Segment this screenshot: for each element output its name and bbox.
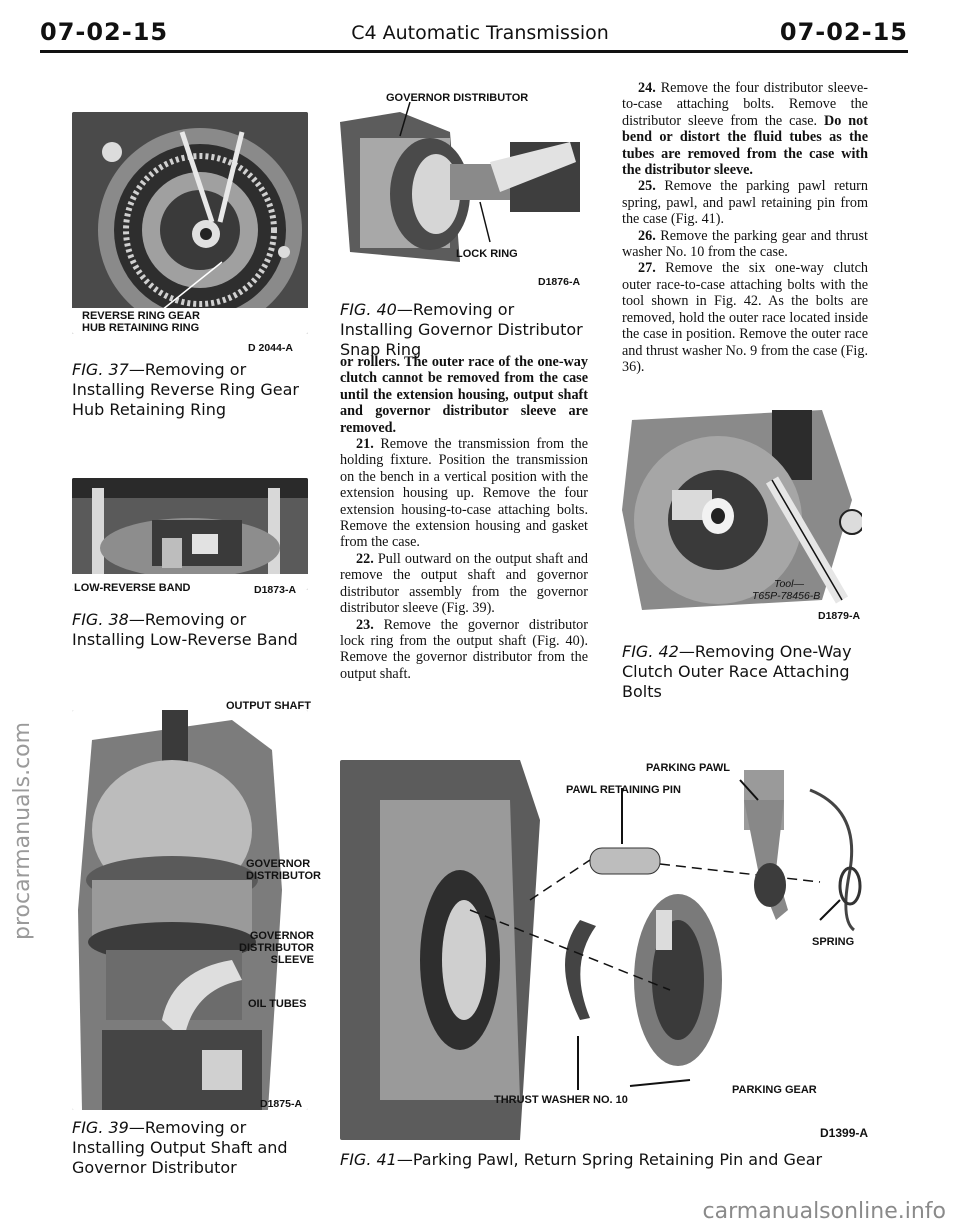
figure-41-code: D1399-A [820,1126,869,1140]
step-23: 23. Remove the governor distributor lock ring from the output shaft (Fig. 40). Remove the governor distributor from the output shaft. [340,616,588,682]
figure-41-photo [340,760,880,1140]
figure-38-caption: FIG. 38—Removing or Installing Low-Reverse Band [72,610,298,649]
footer-watermark: carmanualsonline.info [702,1199,946,1224]
column-3-text [622,80,868,375]
figure-42-code: D1879-A [818,610,861,622]
figure-42-photo [622,390,862,630]
low-reverse-band-illustration [72,478,308,590]
figure-39-photo [72,710,321,1110]
label-lock-ring: LOCK RING [456,248,518,260]
label-parking-gear: PARKING GEAR [732,1084,817,1096]
label-parking-pawl: PARKING PAWL [646,762,730,774]
step-25: 25. Remove the parking pawl return spring, pawl, and pawl retaining pin from the case (Fig. 41). [622,178,869,228]
label-tool: Tool— [774,578,804,590]
figure-38-photo [72,478,308,590]
page-number-right: 07-02-15 [779,18,908,46]
page-title: C4 Automatic Transmission [351,22,609,44]
label-thrust-washer-no-10: THRUST WASHER NO. 10 [494,1094,628,1106]
figure-40-caption: FIG. 40—Removing or Installing Governor Distributor Snap Ring [340,300,583,359]
page-number-left: 07-02-15 [40,18,169,46]
figure-41-caption: FIG. 41—Parking Pawl, Return Spring Retaining Pin and Gear [340,1150,823,1169]
step-26: 26. Remove the parking gear and thrust washer No. 10 from the case. [622,227,868,261]
paragraph-continuation: or rollers. The outer race of the one-way clutch cannot be removed from the case until the extension housing, output shaft and governor distributor sleeve are removed. [340,354,588,436]
governor-distributor-illustration [340,102,584,272]
figure-40-photo [340,102,584,272]
figure-37-code: D 2044-A [248,342,293,354]
label-low-reverse-band: LOW-REVERSE BAND [74,582,191,594]
label-oil-tubes: OIL TUBES [248,998,307,1010]
label-hub-retaining-ring: HUB RETAINING RING [82,322,200,334]
label-governor-distributor-40: GOVERNOR DISTRIBUTOR [386,92,529,104]
label-tool-number: T65P-78456-B [752,590,821,602]
reverse-ring-gear-illustration [72,112,308,334]
column-2-text [340,354,588,682]
figure-39-caption: FIG. 39—Removing or Installing Output Shaft and Governor Distributor [72,1118,288,1177]
figure-38-code: D1873-A [254,584,297,596]
label-reverse-ring-gear: REVERSE RING GEAR [82,310,200,322]
label-governor-distributor-39: GOVERNOR DISTRIBUTOR [246,858,321,882]
side-watermark: procarmanuals.com [10,721,35,940]
label-output-shaft: OUTPUT SHAFT [226,700,311,712]
figure-39-code: D1875-A [260,1098,303,1110]
output-shaft-governor-illustration [72,710,321,1110]
step-24: 24. Remove the four distributor sleeve-to-case attaching bolts. Remove the distributor sleeve from the case. Do not bend or distort the fluid tubes as the tubes are removed from the case with the distributor sleeve. [622,80,868,179]
step-21: 21. Remove the transmission from the holding fixture. Position the transmission on the bench in a vertical position with the extension housing up. Remove the four extension housing-to-case attaching bolts. Remove the extension housing and gasket from the case. [340,436,588,551]
parking-pawl-exploded-illustration [340,760,880,1140]
figure-42-caption: FIG. 42—Removing One-Way Clutch Outer Race Attaching Bolts [622,642,852,701]
step-22: 22. Pull outward on the output shaft and remove the output shaft and governor distributor assembly from the governor distributor sleeve (Fig. 39). [340,550,589,617]
one-way-clutch-tool-illustration [622,390,862,630]
figure-37-photo [72,112,308,334]
step-27: 27. Remove the six one-way clutch outer race-to-case attaching bolts with the tool shown in Fig. 42. As the bolts are removed, hold the outer race located inside the case in position. Remove the outer race and thrust washer No. 9 from the case (Fig. 36). [622,260,868,375]
label-governor-distributor-sleeve: GOVERNOR DISTRIBUTOR SLEEVE [239,930,314,966]
figure-40-code: D1876-A [538,276,581,288]
header-rule [40,50,908,53]
label-spring: SPRING [812,936,855,948]
figure-37-caption: FIG. 37—Removing or Installing Reverse Ring Gear Hub Retaining Ring [72,360,299,419]
label-pawl-retaining-pin: PAWL RETAINING PIN [566,784,681,796]
